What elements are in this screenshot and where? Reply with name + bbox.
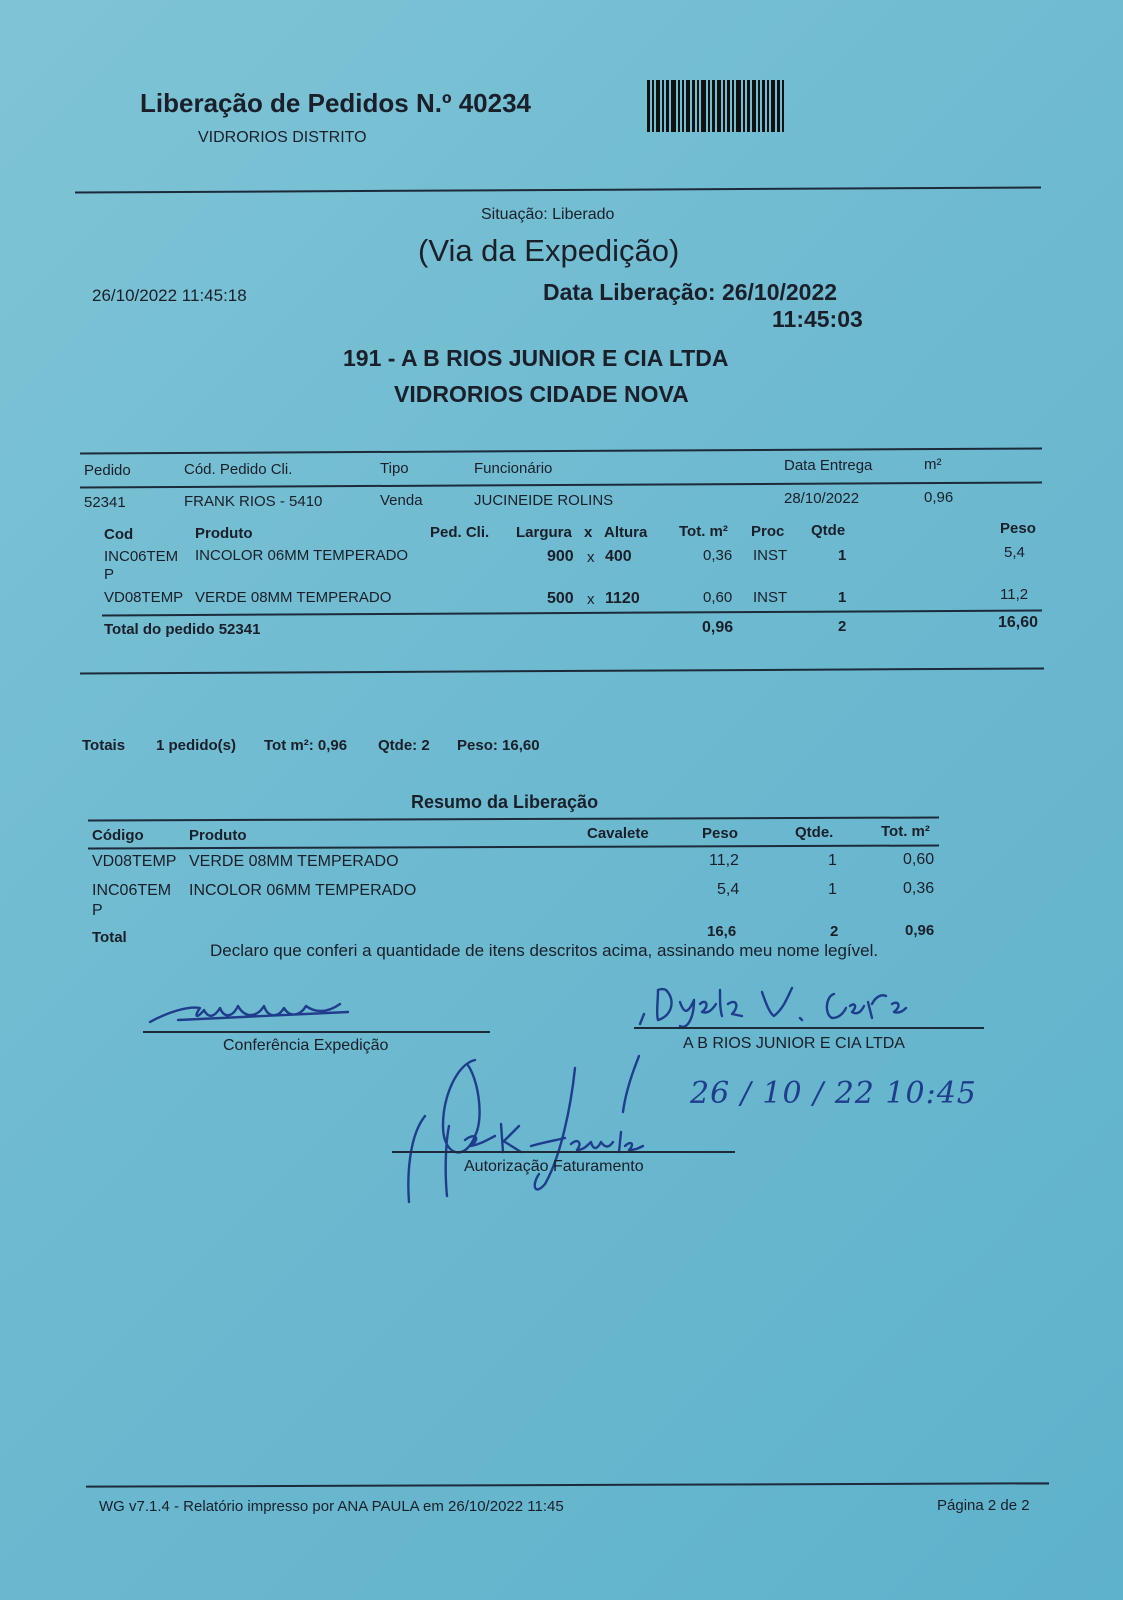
item-1-peso: 5,4 (1004, 544, 1025, 561)
order-table-header-line (80, 481, 1042, 488)
footer-printed-by: WG v7.1.4 - Relatório impresso por ANA PAULA em 26/10/2022 11:45 (99, 1498, 564, 1515)
release-time: 11:45:03 (772, 306, 863, 332)
footer-line (86, 1482, 1049, 1487)
item-2-cod: VD08TEMP (104, 589, 184, 606)
col-data-entrega: Data Entrega (784, 457, 873, 474)
summary-row-2-tot-m2: 0,36 (903, 880, 935, 897)
items-col-peso: Peso (1000, 520, 1036, 537)
order-cod-cli-value: FRANK RIOS - 5410 (184, 493, 323, 510)
order-block-bottom-line (80, 667, 1044, 674)
declaration-text: Declaro que conferi a quantidade de itens descritos acima, assinando meu nome legível. (210, 941, 879, 960)
item-2-proc: INST (753, 589, 788, 606)
item-2-qtde: 1 (838, 589, 847, 606)
company-name: VIDRORIOS DISTRITO (198, 129, 367, 146)
copy-type: (Via da Expedição) (418, 233, 680, 268)
summary-row-2-produto: INCOLOR 06MM TEMPERADO (189, 882, 417, 899)
print-datetime: 26/10/2022 11:45:18 (92, 286, 247, 305)
release-date: Data Liberação: 26/10/2022 (543, 279, 838, 305)
document-title: Liberação de Pedidos N.º 40234 (140, 88, 531, 118)
totals-pedidos: 1 pedido(s) (156, 737, 237, 754)
totals-qtde: Qtde: 2 (378, 737, 430, 754)
item-1-tot-m2: 0,36 (703, 547, 733, 564)
item-2-x: x (587, 591, 595, 608)
footer-page-number: Página 2 de 2 (937, 1497, 1030, 1514)
item-1-altura: 400 (605, 548, 632, 565)
items-col-qtde: Qtde (811, 522, 846, 539)
order-funcionario-value: JUCINEIDE ROLINS (474, 492, 614, 509)
summary-top-line (88, 817, 939, 822)
order-m2-value: 0,96 (924, 489, 954, 506)
summary-title: Resumo da Liberação (411, 792, 599, 812)
summary-total-peso: 16,6 (707, 923, 737, 940)
summary-row-2-codigo-cont: P (92, 902, 103, 919)
summary-col-tot-m2: Tot. m² (881, 823, 930, 840)
items-col-produto: Produto (195, 525, 253, 542)
summary-header-line (88, 845, 939, 850)
item-1-largura: 900 (547, 548, 574, 565)
order-data-entrega-value: 28/10/2022 (784, 490, 860, 507)
summary-col-produto: Produto (189, 827, 247, 844)
col-tipo: Tipo (380, 460, 409, 477)
items-total-qtde: 2 (838, 618, 847, 635)
conferencia-signature (148, 990, 358, 1030)
client-signature-label: A B RIOS JUNIOR E CIA LTDA (683, 1035, 905, 1052)
summary-col-cavalete: Cavalete (587, 825, 649, 842)
items-total-m2: 0,96 (702, 619, 734, 636)
item-2-largura: 500 (547, 590, 574, 607)
col-m2: m² (924, 456, 942, 473)
items-total-label: Total do pedido 52341 (104, 621, 261, 638)
client-name: 191 - A B RIOS JUNIOR E CIA LTDA (343, 345, 729, 371)
items-col-tot-m2: Tot. m² (679, 523, 728, 540)
item-2-peso: 11,2 (1000, 586, 1029, 603)
summary-row-1-tot-m2: 0,60 (903, 851, 935, 868)
conferencia-line (143, 1031, 490, 1033)
item-1-cod: INC06TEM (104, 548, 179, 565)
situation-status: Situação: Liberado (481, 206, 615, 223)
items-total-line (102, 610, 1042, 617)
summary-row-2-qtde: 1 (828, 881, 837, 898)
order-pedido-value: 52341 (84, 494, 126, 511)
items-col-largura: Largura (516, 524, 572, 541)
summary-col-codigo: Código (92, 827, 144, 844)
item-1-cod-cont: P (104, 566, 115, 583)
client-signature (636, 980, 966, 1030)
summary-row-1-qtde: 1 (828, 852, 837, 869)
items-total-peso: 16,60 (998, 614, 1039, 631)
summary-row-1-codigo: VD08TEMP (92, 853, 177, 870)
client-unit: VIDRORIOS CIDADE NOVA (394, 381, 689, 407)
summary-row-2-peso: 5,4 (717, 881, 740, 898)
summary-row-1-peso: 11,2 (709, 852, 739, 869)
handwritten-date: 26 / 10 / 22 10:45 (690, 1076, 977, 1111)
summary-total-label: Total (92, 929, 127, 946)
totals-label: Totais (82, 737, 126, 754)
summary-total-qtde: 2 (830, 923, 839, 940)
order-table-top-line (80, 447, 1042, 454)
summary-total-tot-m2: 0,96 (905, 922, 935, 939)
items-col-cod: Cod (104, 526, 134, 543)
col-funcionario: Funcionário (474, 460, 553, 477)
totals-peso: Peso: 16,60 (457, 737, 540, 754)
item-2-altura: 1120 (605, 590, 640, 607)
items-col-x: x (584, 524, 593, 541)
col-pedido: Pedido (84, 462, 131, 479)
items-col-altura: Altura (604, 524, 648, 541)
col-cod-pedido-cli: Cód. Pedido Cli. (184, 461, 293, 478)
authorization-label: Autorização Faturamento (464, 1158, 644, 1175)
authorization-signature (405, 1056, 655, 1206)
summary-col-qtde: Qtde. (795, 824, 834, 841)
summary-row-1-produto: VERDE 08MM TEMPERADO (189, 853, 399, 870)
conferencia-label: Conferência Expedição (223, 1037, 389, 1054)
item-1-x: x (587, 549, 595, 566)
item-2-produto: VERDE 08MM TEMPERADO (195, 589, 392, 606)
header-divider (75, 186, 1041, 193)
client-signature-line (634, 1027, 984, 1029)
items-col-ped-cli: Ped. Cli. (430, 524, 490, 541)
items-col-proc: Proc (751, 523, 785, 540)
item-1-qtde: 1 (838, 547, 847, 564)
item-1-proc: INST (753, 547, 788, 564)
summary-col-peso: Peso (702, 825, 738, 842)
item-2-tot-m2: 0,60 (703, 589, 733, 606)
item-1-produto: INCOLOR 06MM TEMPERADO (195, 547, 409, 564)
barcode (647, 80, 817, 132)
totals-m2: Tot m²: 0,96 (264, 737, 348, 754)
authorization-line (392, 1151, 735, 1153)
summary-row-2-codigo: INC06TEM (92, 882, 172, 899)
order-tipo-value: Venda (380, 492, 423, 509)
